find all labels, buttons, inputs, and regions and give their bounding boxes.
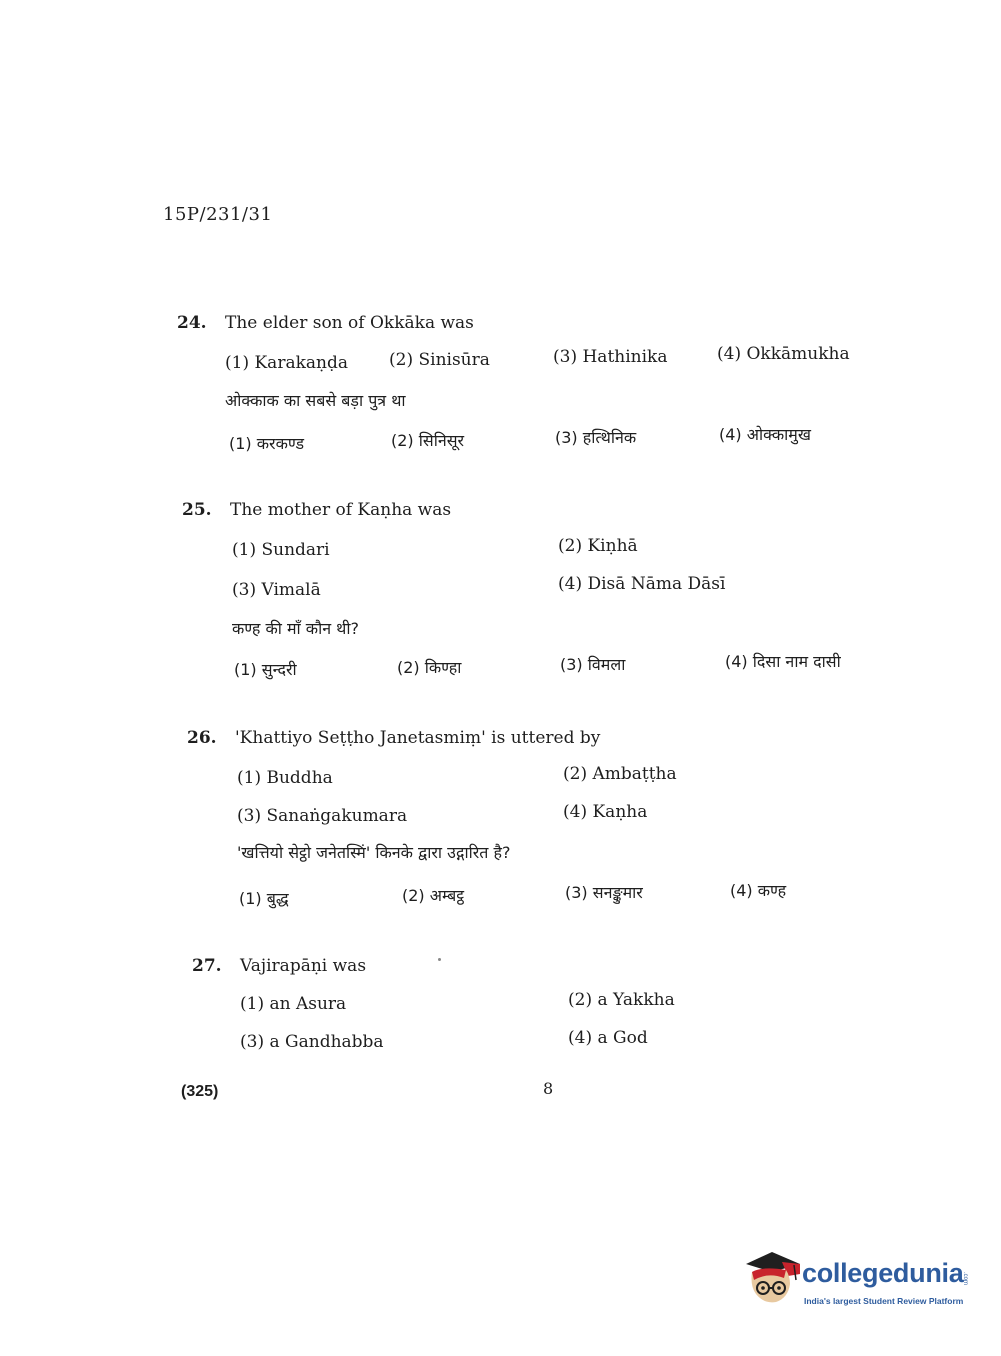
option-3: (3) a Gandhabba [240, 1032, 384, 1052]
option-2: (2) a Yakkha [568, 990, 675, 1010]
mascot-icon [742, 1250, 802, 1312]
question-stem: Vajirapāṇi was [240, 956, 367, 976]
option-1: (1) Buddha [237, 768, 333, 788]
question-27 [192, 956, 892, 1066]
hindi-option-2: (2) किण्हा [397, 658, 462, 677]
hindi-question-stem: ओक्काक का सबसे बड़ा पुत्र था [225, 391, 406, 410]
hindi-option-4: (4) ओक्कामुख [719, 425, 811, 444]
collegedunia-logo [742, 1250, 972, 1320]
hindi-option-1: (1) करकण्ड [229, 434, 305, 453]
question-number: 24. [177, 313, 207, 333]
question-25 [182, 500, 882, 680]
paper-code: 15P/231/31 [163, 204, 273, 225]
option-3: (3) Vimalā [232, 580, 321, 600]
logo-tagline: India's largest Student Review Platform [804, 1296, 964, 1306]
question-number: 25. [182, 500, 212, 520]
option-2: (2) Ambaṭṭha [563, 764, 677, 784]
option-1: (1) an Asura [240, 994, 347, 1014]
hindi-option-3: (3) विमला [560, 655, 626, 674]
option-4: (4) Okkāmukha [717, 344, 850, 364]
option-1: (1) Karakaṇḍa [225, 353, 348, 373]
question-stem: The mother of Kaṇha was [230, 500, 452, 520]
option-4: (4) a God [568, 1028, 648, 1048]
hindi-option-2: (2) अम्बट्ठ [402, 886, 465, 905]
option-2: (2) Sinisūra [389, 350, 490, 370]
option-4: (4) Disā Nāma Dāsī [558, 574, 726, 594]
page-number: 8 [543, 1079, 554, 1098]
option-3: (3) Hathinika [553, 347, 668, 367]
hindi-option-4: (4) कण्ह [730, 881, 787, 900]
hindi-option-3: (3) सनङ्कुमार [565, 883, 643, 902]
question-stem: 'Khattiyo Seṭṭho Janetasmiṃ' is uttered by [235, 728, 601, 748]
hindi-option-3: (3) हत्थिनिक [555, 428, 637, 447]
scan-speck [438, 958, 441, 961]
footer-code: (325) [181, 1083, 219, 1100]
question-number: 26. [187, 728, 217, 748]
logo-wordmark: collegedunia [802, 1258, 964, 1288]
hindi-option-1: (1) बुद्ध [239, 889, 289, 908]
hindi-option-4: (4) दिसा नाम दासी [725, 652, 841, 671]
question-24 [177, 313, 877, 453]
hindi-option-1: (1) सुन्दरी [234, 660, 297, 679]
hindi-question-stem: 'खत्तियो सेट्ठो जनेतस्मिं' किनके द्वारा उद्गारित है? [237, 843, 511, 862]
option-4: (4) Kaṇha [563, 802, 648, 822]
option-1: (1) Sundari [232, 540, 330, 560]
question-26 [187, 728, 887, 908]
option-2: (2) Kiṇhā [558, 536, 638, 556]
hindi-option-2: (2) सिनिसूर [391, 431, 465, 450]
question-stem: The elder son of Okkāka was [225, 313, 474, 333]
hindi-question-stem: कण्ह की माँ कौन थी? [232, 619, 360, 638]
logo-suffix: .com [962, 1272, 968, 1286]
option-3: (3) Sanaṅgakumara [237, 806, 408, 826]
question-number: 27. [192, 956, 222, 976]
